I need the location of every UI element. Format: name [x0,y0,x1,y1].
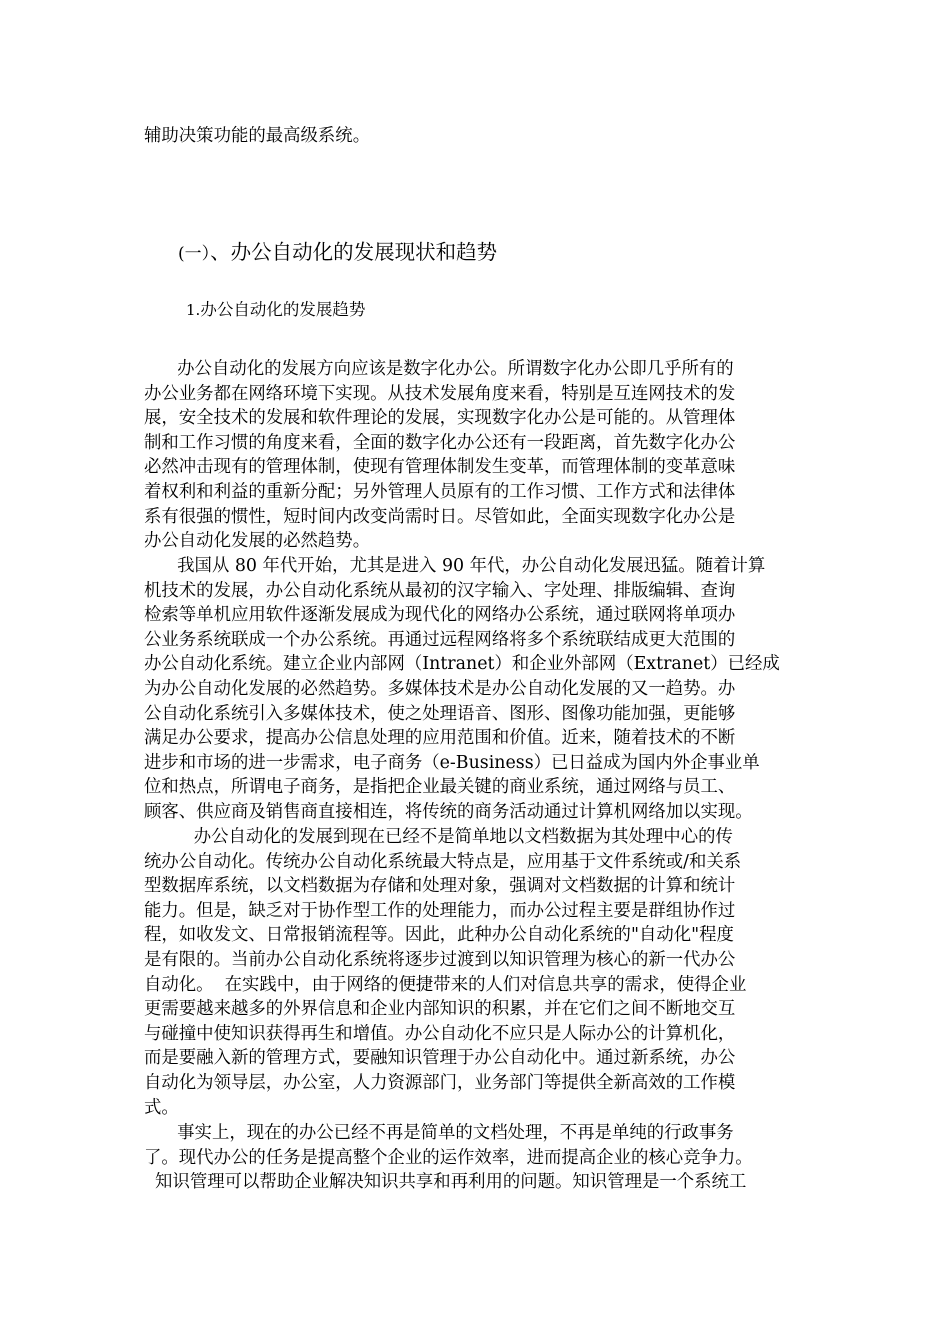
paragraph-line: 而是要融入新的管理方式，要融知识管理于办公自动化中。通过新系统，办公 [144,1048,736,1069]
section-heading-text: 、办公自动化的发展现状和趋势 [210,240,498,264]
subsection-heading-number: 1. [186,301,201,319]
paragraph-line: 必然冲击现有的管理体制，使现有管理体制发生变革，而管理体制的变革意味 [144,457,736,478]
subsection-heading-text: 办公自动化的发展趋势 [200,300,366,319]
paragraph-line: 能力。但是，缺乏对于协作型工作的处理能力，而办公过程主要是群组协作过 [144,900,736,921]
subsection-heading [186,298,365,322]
paragraph-line: 满足办公要求，提高办公信息处理的应用范围和价值。近来，随着技术的不断 [144,728,736,749]
paragraph-line: 办公自动化的发展方向应该是数字化办公。所谓数字化办公即几乎所有的 [144,359,734,379]
paragraph-4 [144,1121,824,1195]
paragraph-line: 制和工作习惯的角度来看，全面的数字化办公还有一段距离，首先数字化办公 [144,432,736,453]
paragraph-line: 我国从 80 年代开始，尤其是进入 90 年代，办公自动化发展迅猛。随着计算 [144,556,766,576]
paragraph-line: 型数据库系统，以文档数据为存储和处理对象，强调对文档数据的计算和统计 [144,876,736,897]
paragraph-line: 进步和市场的进一步需求，电子商务（e-Business）已日益成为国内外企事业单 [144,752,760,773]
paragraph-line: 顾客、供应商及销售商直接相连，将传统的商务活动通过计算机网络加以实现。 [144,801,753,822]
paragraph-2 [144,554,824,825]
paragraph-1 [144,357,824,554]
paragraph-line: 办公自动化的发展到现在已经不是简单地以文档数据为其处理中心的传 [144,827,733,847]
paragraph-3 [144,825,824,1120]
paragraph-line: 着权利和利益的重新分配；另外管理人员原有的工作习惯、工作方式和法律体 [144,481,736,502]
paragraph-line: 公自动化系统引入多媒体技术，使之处理语音、图形、图像功能加强，更能够 [144,703,736,724]
paragraph-line: 是有限的。当前办公自动化系统将逐步过渡到以知识管理为核心的新一代办公 [144,949,736,970]
paragraph-line: 办公自动化系统。建立企业内部网（Intranet）和企业外部网（Extranet）已经成 [144,654,780,675]
section-heading-prefix: (一） [178,244,211,264]
paragraph-line: 公业务系统联成一个办公系统。再通过远程网络将多个系统联结成更大范围的 [144,629,736,650]
paragraph-line: 与碰撞中使知识获得再生和增值。办公自动化不应只是人际办公的计算机化， [144,1023,736,1044]
paragraph-line: 自动化为领导层，办公室，人力资源部门，业务部门等提供全新高效的工作模 [144,1072,736,1093]
paragraph-line: 式。 [144,1097,179,1118]
paragraph-line: 位和热点，所谓电子商务，是指把企业最关键的商业系统，通过网络与员工、 [144,777,736,798]
paragraph-line: 机技术的发展，办公自动化系统从最初的汉字输入、字处理、排版编辑、查询 [144,580,736,601]
top-line: 辅助决策功能的最高级系统。 [144,126,371,146]
paragraph-line: 更需要越来越多的外界信息和企业内部知识的积累，并在它们之间不断地交互 [144,999,736,1020]
paragraph-line: 了。现代办公的任务是提高整个企业的运作效率，进而提高企业的核心竞争力。 [144,1147,753,1168]
paragraph-line: 系有很强的惯性，短时间内改变尚需时日。尽管如此，全面实现数字化办公是 [144,506,736,527]
paragraph-line: 事实上，现在的办公已经不再是简单的文档处理，不再是单纯的行政事务 [144,1123,734,1143]
paragraph-line: 统办公自动化。传统办公自动化系统最大特点是，应用基于文件系统或/和关系 [144,851,742,872]
paragraph-line: 检索等单机应用软件逐渐发展成为现代化的网络办公系统，通过联网将单项办 [144,605,736,626]
paragraph-line: 为办公自动化发展的必然趋势。多媒体技术是办公自动化发展的又一趋势。办 [144,678,736,699]
paragraph-line: 自动化。 在实践中，由于网络的便捷带来的人们对信息共享的需求，使得企业 [144,974,747,995]
paragraph-line: 展，安全技术的发展和软件理论的发展，实现数字化办公是可能的。从管理体 [144,408,736,429]
paragraph-line: 办公业务都在网络环境下实现。从技术发展角度来看，特别是互连网技术的发 [144,383,736,404]
paragraph-line: 知识管理可以帮助企业解决知识共享和再利用的问题。知识管理是一个系统工 [144,1172,747,1193]
paragraph-line: 程，如收发文、日常报销流程等。因此，此种办公自动化系统的"自动化"程度 [144,925,734,946]
section-heading [178,238,497,268]
paragraph-line: 办公自动化发展的必然趋势。 [144,531,371,552]
